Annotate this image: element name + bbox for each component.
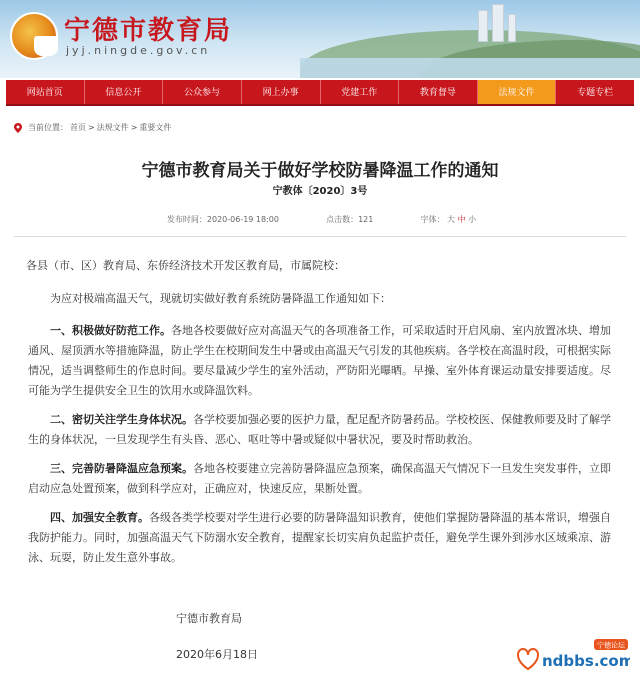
nav-item-party[interactable]: 党建工作	[321, 80, 400, 104]
nav-item-participation[interactable]: 公众参与	[163, 80, 242, 104]
breadcrumb-home[interactable]: 首页	[70, 123, 86, 132]
watermark-text: ndbbs.com	[542, 652, 630, 670]
document-body	[28, 256, 620, 577]
site-title: 宁德市教育局	[64, 16, 233, 46]
breadcrumb-section[interactable]: 法规文件	[96, 123, 129, 132]
breadcrumb-current[interactable]: 重要文件	[139, 123, 172, 132]
nav-item-regulations[interactable]: 法规文件	[478, 80, 557, 104]
document-number: 宁教体〔2020〕3号	[272, 186, 368, 197]
section-heading: 三、完善防暑降温应急预案。	[50, 462, 193, 475]
section-paragraph	[28, 508, 620, 568]
section-text: 各地各校要建立完善防暑降温应急预案，确保高温天气情况下一旦发生突发事件，立即启动应急处置预案，做到科学应对，正确应对，快速反应，果断处置。	[28, 462, 611, 495]
book-icon	[34, 36, 58, 56]
breadcrumb-separator: >	[130, 123, 138, 132]
section-text: 各级各类学校要对学生进行必要的防暑降温知识教育，使他们掌握防暑降温的基本常识，增强自我防护能力。同时，加强高温天气下防溺水安全教育，提醒家长切实肩负起监护责任，避免学生课外到涉水区域乘凉、游泳、玩耍，防止发生意外事故。	[28, 511, 611, 564]
site-header	[0, 0, 640, 78]
document-title: 宁德市教育局关于做好学校防暑降温工作的通知	[141, 161, 499, 181]
site-url: jyj.ningde.gov.cn	[66, 44, 211, 57]
section-paragraph	[28, 459, 620, 499]
watermark-logo-icon	[512, 637, 630, 673]
section-paragraph	[28, 410, 620, 450]
salutation: 各县（市、区）教育局、东侨经济技术开发区教育局，市属院校：	[26, 259, 345, 272]
publish-label: 发布时间：	[166, 215, 207, 224]
intro-paragraph: 为应对极端高温天气，现就切实做好教育系统防暑降温工作通知如下：	[50, 292, 391, 305]
banner-building	[492, 4, 504, 42]
nav-item-supervision[interactable]: 教育督导	[399, 80, 478, 104]
signature: 宁德市教育局	[176, 612, 242, 625]
document-date: 2020年6月18日	[176, 648, 258, 661]
font-size-label: 字体：	[420, 215, 445, 224]
location-pin-icon	[14, 123, 22, 133]
font-size-large-button[interactable]: 大	[447, 215, 455, 224]
banner-building	[478, 10, 488, 42]
font-size-medium-button[interactable]: 中	[457, 215, 466, 224]
section-heading: 二、密切关注学生身体状况。	[50, 413, 193, 426]
watermark-badge: 宁德论坛	[597, 641, 625, 650]
nav-item-home[interactable]: 网站首页	[6, 80, 85, 104]
views-label: 点击数：	[326, 215, 359, 224]
banner-building	[508, 14, 516, 42]
section-heading: 四、加强安全教育。	[50, 511, 149, 524]
site-logo[interactable]	[10, 12, 58, 60]
site-watermark	[512, 637, 630, 673]
font-size-small-button[interactable]: 小	[468, 215, 477, 224]
nav-item-topics[interactable]: 专题专栏	[577, 88, 614, 98]
meta-divider	[14, 236, 626, 237]
section-text: 各学校要加强必要的医护力量，配足配齐防暑药品。学校校医、保健教师要及时了解学生的身体状况，一旦发现学生有头昏、恶心、呕吐等中暑或疑似中暑状况，要及时帮助救治。	[28, 413, 611, 446]
breadcrumb-prefix: 当前位置：	[28, 123, 68, 132]
breadcrumb	[14, 122, 171, 133]
main-nav	[6, 80, 634, 106]
section-text: 各地各校要做好应对高温天气的各项准备工作，可采取适时开启风扇、室内放置冰块、增加通风、屋顶洒水等措施降温，防止学生在校期间发生中暑或由高温天气引发的其他疾病。各学校在高温时段，可根据实际情况，适当调整师生的作息时间。要尽量减少学生的室外活动，严防阳光曝晒。早操、室外体育课运动量安排要适度。尽可能为学生提供安全卫生的饮用水或降温饮料。	[28, 324, 611, 397]
banner-water	[300, 58, 640, 78]
nav-item-info[interactable]: 信息公开	[85, 80, 164, 104]
views-count: 121	[358, 215, 374, 224]
section-paragraph	[28, 321, 620, 401]
nav-item-online-service[interactable]: 网上办事	[242, 80, 321, 104]
publish-time: 2020-06-19 18:00	[206, 215, 279, 224]
section-heading: 一、积极做好防范工作。	[50, 324, 171, 337]
breadcrumb-separator: >	[88, 123, 95, 132]
document-meta	[0, 214, 640, 225]
